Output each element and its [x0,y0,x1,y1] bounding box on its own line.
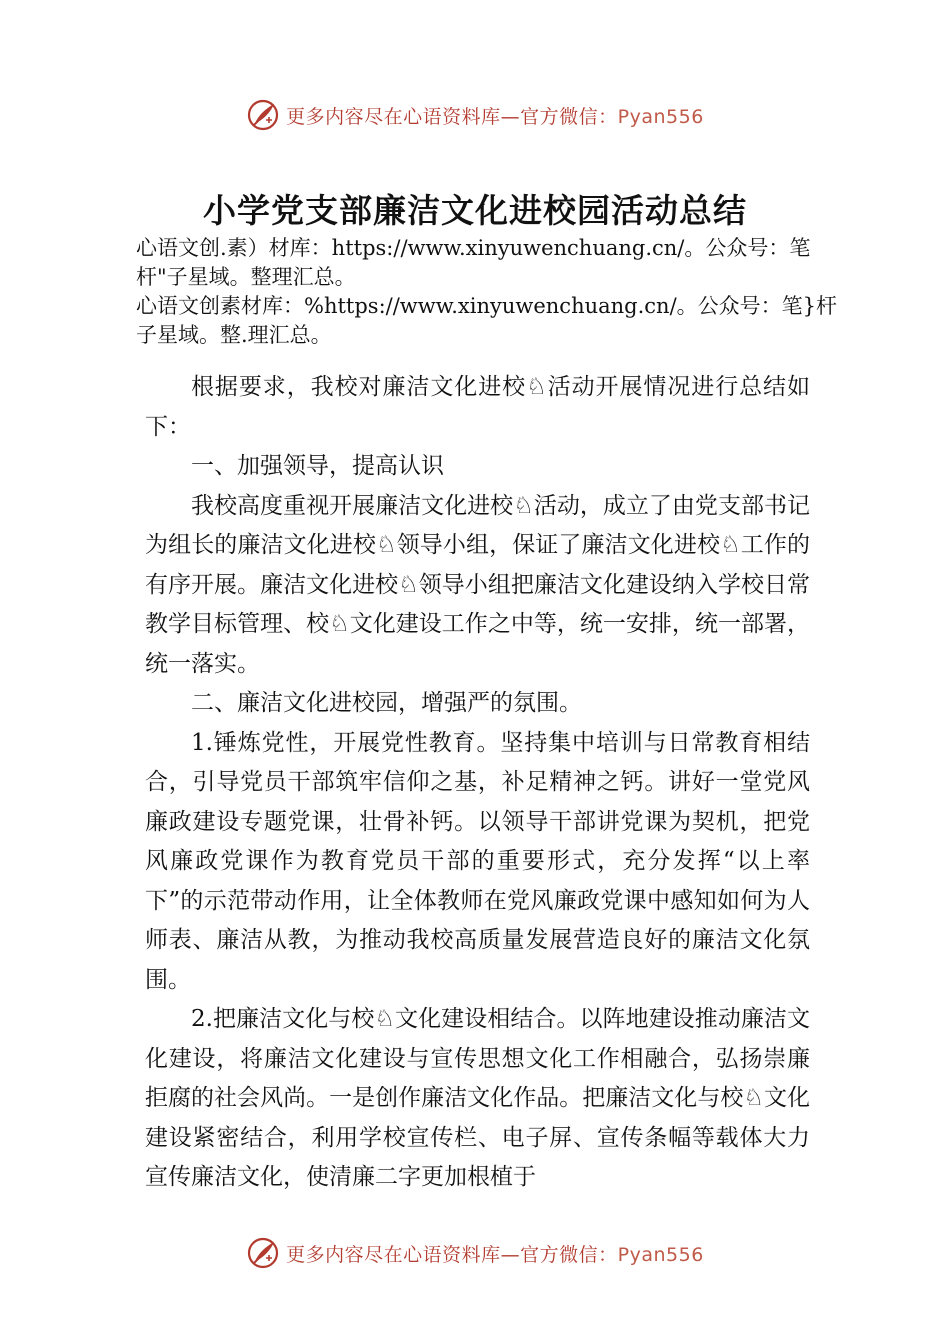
source-note-line: 心语文创素材库：%https://www.xinyuwenchuang.cn/。公众号：笔}杆子星域。整.理汇总。 [136,294,838,347]
body-paragraph: 1.锤炼党性，开展党性教育。坚持集中培训与日常教育相结合，引导党员干部筑牢信仰之基，补足精神之钙。讲好一堂党风廉政建设专题党课，壮骨补钙。以领导干部讲党课为契机，把党风廉政党课作为教育党员干部的重要形式，充分发挥“以上率下”的示范带动作用，让全体教师在党风廉政党课中感知如何为人师表、廉洁从教，为推动我校高质量发展营造良好的廉洁文化氛围。 [145,729,810,993]
wechat-account: Pyan556 [617,105,704,128]
banner-text: 更多内容尽在心语资料库—官方微信：Pyan556 [286,105,704,128]
body-paragraph: 2.把廉洁文化与校♘文化建设相结合。以阵地建设推动廉洁文化建设，将廉洁文化建设与宣传思想文化工作相融合，弘扬崇廉拒腐的社会风尚。一是创作廉洁文化作品。把廉洁文化与校♘文化建设紧密结合，利用学校宣传栏、电子屏、宣传条幅等载体大力宣传廉洁文化，使清廉二字更加根植于 [145,1006,810,1190]
header-banner [0,95,950,135]
section-heading: 二、廉洁文化进校园，增强严的氛围。 [191,690,582,716]
quill-logo-icon [246,98,280,132]
banner-text: 更多内容尽在心语资料库—官方微信：Pyan556 [286,1243,704,1266]
source-note-line: 心语文创.素）材库：https://www.xinyuwenchuang.cn/。公众号：笔杆"子星域。整理汇总。 [136,236,811,289]
body-paragraph: 我校高度重视开展廉洁文化进校♘活动，成立了由党支部书记为组长的廉洁文化进校♘领导小组，保证了廉洁文化进校♘工作的有序开展。廉洁文化进校♘领导小组把廉洁文化建设纳入学校日常教学目标管理、校♘文化建设工作之中等，统一安排，统一部署，统一落实。 [145,492,810,677]
section-heading: 一、加强领导，提高认识 [191,453,444,479]
document-body [145,368,810,1198]
body-paragraph: 根据要求，我校对廉洁文化进校♘活动开展情况进行总结如下： [145,374,810,440]
wechat-account: Pyan556 [617,1243,704,1266]
footer-banner [0,1233,950,1273]
document-title: 小学党支部廉洁文化进校园活动总结 [203,191,747,230]
quill-logo-icon [246,1236,280,1270]
